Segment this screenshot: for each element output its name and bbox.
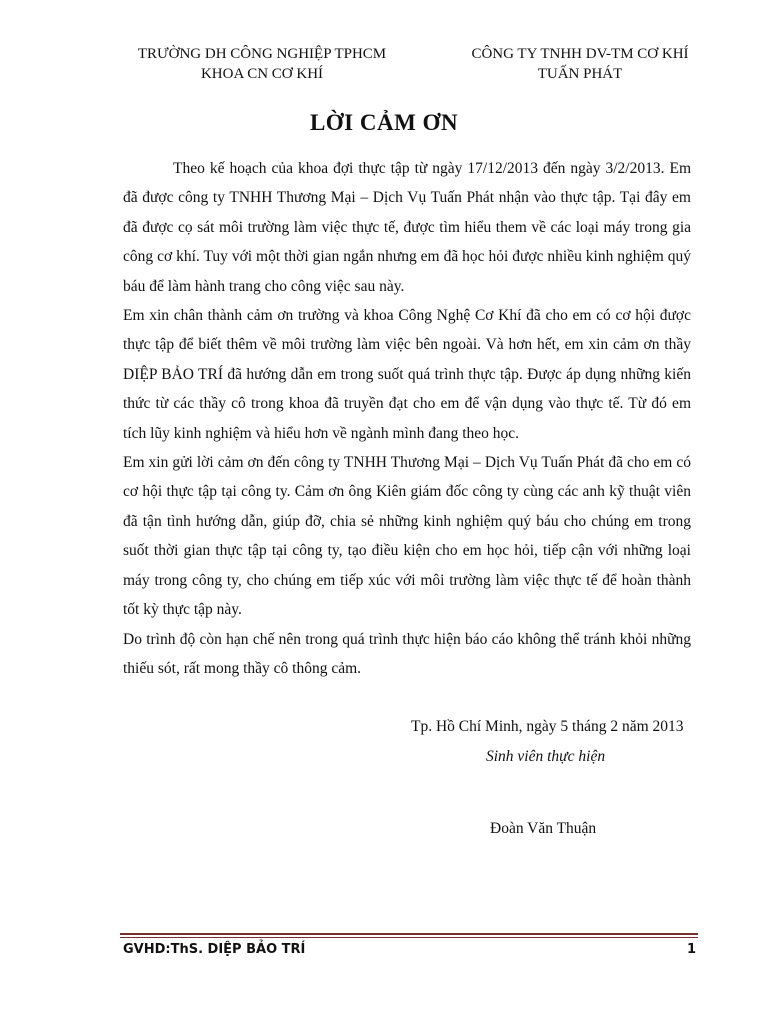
footer-advisor: GVHD:ThS. DIỆP BẢO TRÍ	[123, 942, 306, 957]
footer-page-number: 1	[686, 942, 696, 957]
paragraph-4: Do trình độ còn hạn chế nên trong quá trình thực hiện báo cáo không thể tránh khỏi những thiếu sót, rất mong thầy cô thông cảm.	[123, 630, 691, 677]
header-school-line-2: KHOA CN CƠ KHÍ	[200, 66, 324, 82]
header-company-line-2: TUẤN PHÁT	[537, 66, 623, 82]
document-body	[123, 154, 691, 683]
page-title: LỜI CẢM ƠN	[309, 110, 459, 135]
header-school-line-1: TRƯỜNG DH CÔNG NGHIỆP TPHCM	[137, 46, 387, 62]
footer-rule-thin	[120, 937, 698, 938]
signature-role: Sinh viên thực hiện	[486, 748, 606, 765]
paragraph-2: Em xin chân thành cảm ơn trường và khoa Công Nghệ Cơ Khí đã cho em có cơ hội được thực tập để biết thêm về môi trường làm việc bên ngoài. Và hơn hết, em xin cảm ơn thầy DIỆP BẢO TRÍ đã hướng dẫn em trong suốt quá trình thực tập. Được áp dụng những kiến thức từ các thầy cô trong khoa đã truyền đạt cho em để vận dụng vào thực tế. Từ đó em tích lũy kinh nghiệm và hiểu hơn về ngành mình đang theo học.	[123, 307, 691, 442]
header-school	[112, 44, 412, 84]
paragraph-1: Theo kế hoạch của khoa đợi thực tập từ ngày 17/12/2013 đến ngày 3/2/2013. Em đã được công ty TNHH Thương Mại – Dịch Vụ Tuấn Phát nhận vào thực tập. Tại đây em đã được cọ sát môi trường làm việc thực tế, được tìm hiểu them về các loại máy trong gia công cơ khí. Tuy với một thời gian ngắn nhưng em đã học hỏi được nhiều kinh nghiệm quý báu để làm hành trang cho công việc sau này.	[123, 160, 691, 295]
signature-name: Đoàn Văn Thuận	[490, 820, 597, 837]
paragraph-3: Em xin gửi lời cảm ơn đến công ty TNHH Thương Mại – Dịch Vụ Tuấn Phát đã cho em có cơ hội thực tập tại công ty. Cảm ơn ông Kiên giám đốc công ty cùng các anh kỹ thuật viên đã tận tình hướng dẫn, giúp đỡ, chia sẻ những kinh nghiệm quý báu cho chúng em trong suốt thời gian thực tập tại công ty, tạo điều kiện cho em học hỏi, tiếp cận với những loại máy trong công ty, cho chúng em tiếp xúc với môi trường làm việc thực tế để hoàn thành tốt kỳ thực tập này.	[123, 454, 691, 619]
footer-rule-thick	[120, 933, 698, 935]
header-company	[440, 44, 720, 84]
header-company-line-1: CÔNG TY TNHH DV-TM CƠ KHÍ	[471, 46, 689, 62]
signature-place-date: Tp. Hồ Chí Minh, ngày 5 tháng 2 năm 2013	[411, 718, 684, 735]
